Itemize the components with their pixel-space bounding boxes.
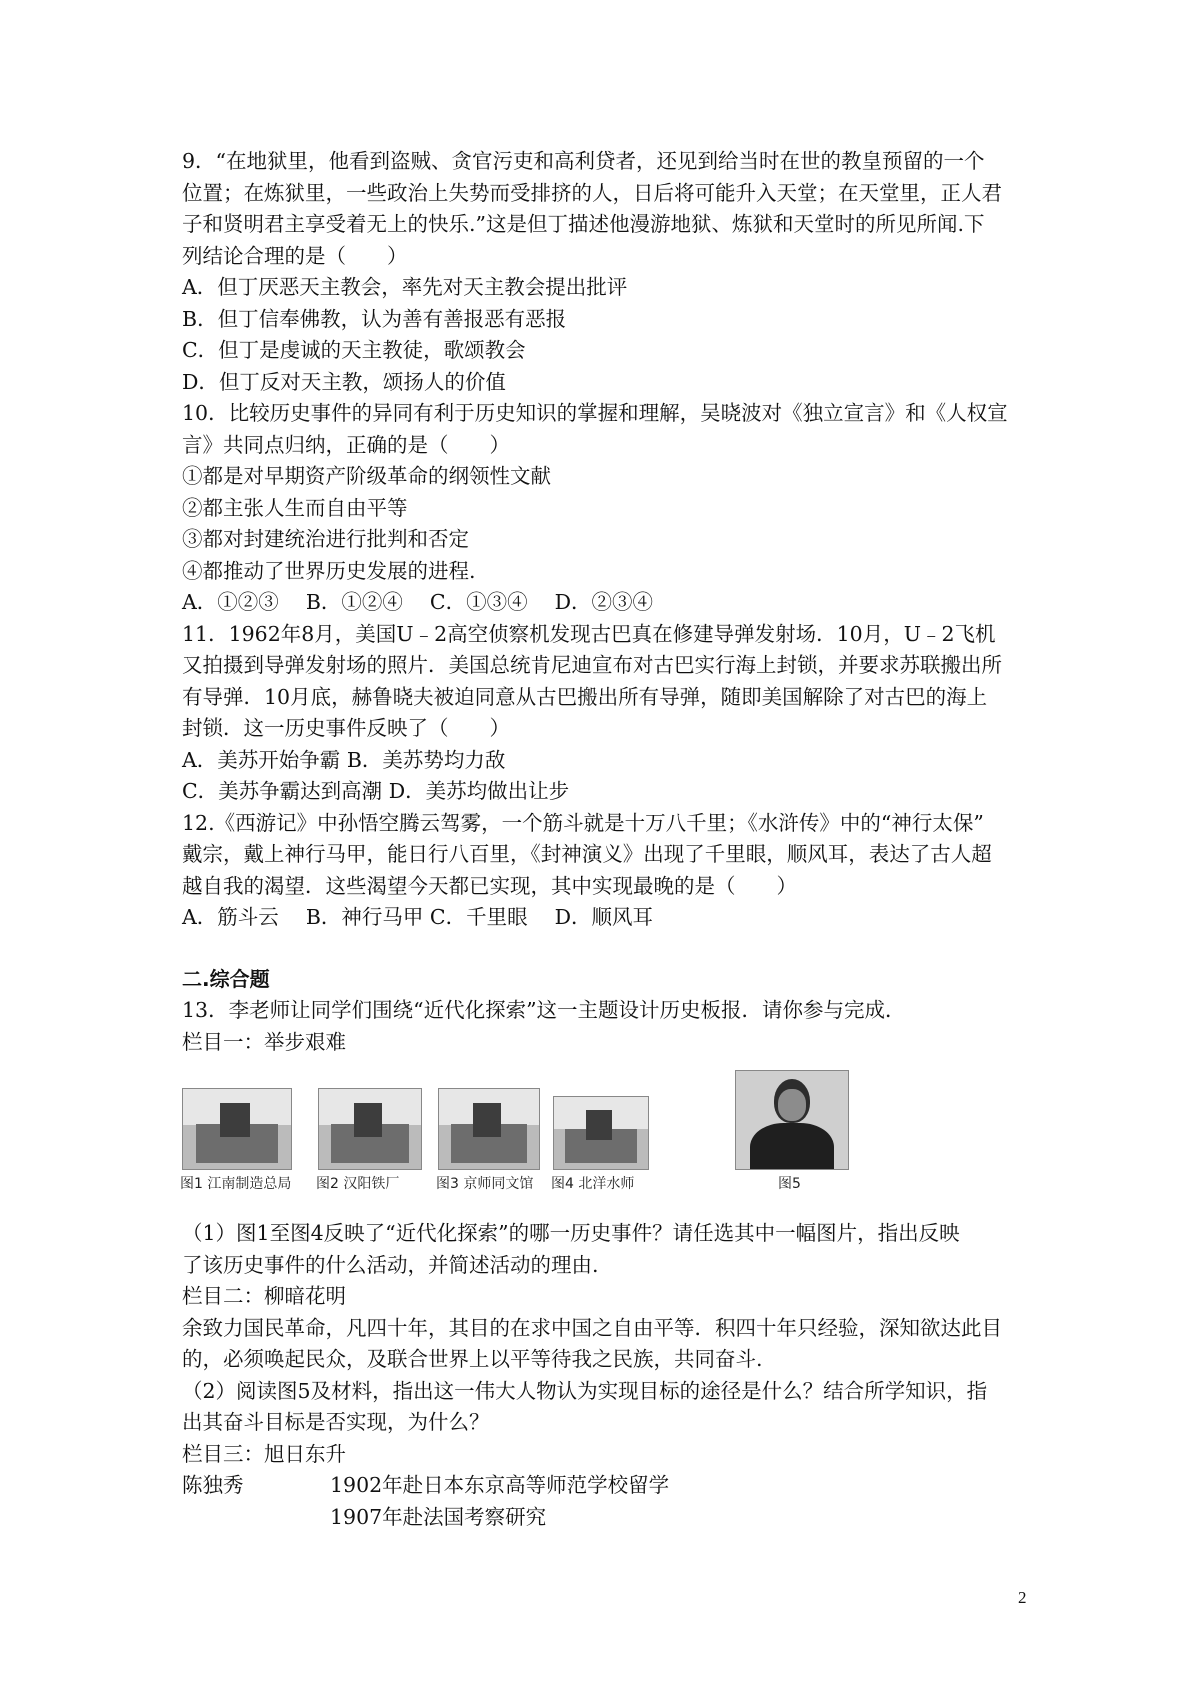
question-9-option-a: A．但丁厌恶天主教会，率先对天主教会提出批评 [182,275,628,299]
figure-5-portrait [735,1070,849,1170]
page-number: 2 [1018,1588,1027,1607]
question-11-stem-line: 又拍摄到导弹发射场的照片．美国总统肯尼迪宣布对古巴实行海上封锁，并要求苏联搬出所 [182,653,1002,677]
figure-5-caption: 图5 [778,1176,801,1192]
timeline-event: 1907年赴法国考察研究 [330,1504,547,1529]
figure-2-caption: 图2 汉阳铁厂 [316,1176,400,1192]
question-13-part-2-line: 出其奋斗目标是否实现，为什么？ [182,1410,490,1434]
question-10-stem-line: 10．比较历史事件的异同有利于历史知识的掌握和理解，吴晓波对《独立宣言》和《人权宣 [182,401,1008,425]
figure-2-photo [318,1088,422,1170]
question-10-stem-line: 言》共同点归纳，正确的是（ ） [182,432,510,457]
question-9-stem-line: 子和贤明君主享受着无上的快乐.”这是但丁描述他漫游地狱、炼狱和天堂时的所见所闻.下 [182,212,985,236]
person-name: 陈独秀 [182,1473,244,1497]
question-10-statement-4: ④都推动了世界历史发展的进程. [182,558,476,583]
figure-3-photo [438,1088,540,1170]
question-9-option-c: C．但丁是虔诚的天主教徒，歌颂教会 [182,338,526,362]
question-9-option-b: B．但丁信奉佛教，认为善有善报恶有恶报 [182,306,567,331]
figure-1-photo [182,1088,292,1170]
question-13-part-2-line: （2）阅读图5及材料，指出这一伟大人物认为实现目标的途径是什么？结合所学知识，指 [182,1378,988,1403]
question-11-stem-line: 封锁．这一历史事件反映了（ ） [182,716,510,740]
timeline-row [182,1502,1032,1534]
quote-line: 的，必须唤起民众，及联合世界上以平等待我之民族，共同奋斗. [182,1347,763,1371]
question-9-stem-line: 位置；在炼狱里，一些政治上失势而受排挤的人，日后将可能升入天堂；在天堂里，正人君 [182,180,1002,205]
question-9-stem-line: 9．“在地狱里，他看到盗贼、贪官污吏和高利贷者，还见到给当时在世的教皇预留的一个 [182,149,985,173]
question-9-option-d: D．但丁反对天主教，颂扬人的价值 [182,369,506,394]
question-9-stem-line: 列结论合理的是（ ） [182,243,408,268]
timeline-event: 1902年赴日本东京高等师范学校留学 [330,1473,670,1497]
question-10-options: A．①②③ B．①②④ C．①③④ D．②③④ [182,590,654,614]
figure-1-caption: 图1 江南制造总局 [180,1176,292,1192]
section-comprehensive [182,964,1032,1534]
question-11-stem-line: 11．1962年8月，美国U﹣2高空侦察机发现古巴真在修建导弹发射场．10月，U﹣2飞机 [182,621,996,646]
question-13-part-1-line: 了该历史事件的什么活动，并简述活动的理由. [182,1252,599,1277]
figure-strip [180,1066,852,1194]
question-12-stem-line: 越自我的渴望．这些渴望今天都已实现，其中实现最晚的是（ ） [182,873,797,898]
question-10 [182,398,1032,619]
question-10-statement-3: ③都对封建统治进行批判和否定 [182,527,469,551]
question-12-stem-line: 戴宗，戴上神行马甲，能日行八百里，《封神演义》出现了千里眼，顺风耳，表达了古人超 [182,842,992,866]
person-name-spacer [182,1502,330,1534]
question-10-statement-2: ②都主张人生而自由平等 [182,495,408,520]
column-1-title: 栏目一：举步艰难 [182,1029,346,1054]
quote-line: 余致力国民革命，凡四十年，其目的在求中国之自由平等．积四十年只经验，深知欲达此目 [182,1315,1002,1340]
column-3-title: 栏目三：旭日东升 [182,1441,346,1466]
column-2-title: 栏目二：柳暗花明 [182,1284,346,1308]
question-9 [182,146,1032,398]
question-11 [182,619,1032,808]
question-11-options-ab: A．美苏开始争霸 B．美苏势均力敌 [182,747,506,772]
figure-4-photo [553,1096,649,1170]
question-12-stem-line: 12.《西游记》中孙悟空腾云驾雾，一个筋斗就是十万八千里；《水浒传》中的“神行太保” [182,810,984,835]
question-12 [182,808,1032,934]
question-13-intro: 13．李老师让同学们围绕“近代化探索”这一主题设计历史板报．请你参与完成． [182,998,906,1022]
question-11-stem-line: 有导弹．10月底，赫鲁晓夫被迫同意从古巴搬出所有导弹，随即美国解除了对古巴的海上 [182,684,988,709]
question-10-statement-1: ①都是对早期资产阶级革命的纲领性文献 [182,464,551,488]
page-content [182,146,1032,1533]
timeline-row [182,1470,1032,1502]
figure-4-caption: 图4 北洋水师 [551,1176,635,1192]
question-12-options: A．筋斗云 B．神行马甲 C．千里眼 D．顺风耳 [182,905,654,929]
question-13-part-1-line: （1）图1至图4反映了“近代化探索”的哪一历史事件？请任选其中一幅图片，指出反映 [182,1221,960,1245]
question-11-options-cd: C．美苏争霸达到高潮 D．美苏均做出让步 [182,779,570,803]
figure-3-caption: 图3 京师同文馆 [436,1176,534,1192]
section-title: 二.综合题 [182,966,270,991]
